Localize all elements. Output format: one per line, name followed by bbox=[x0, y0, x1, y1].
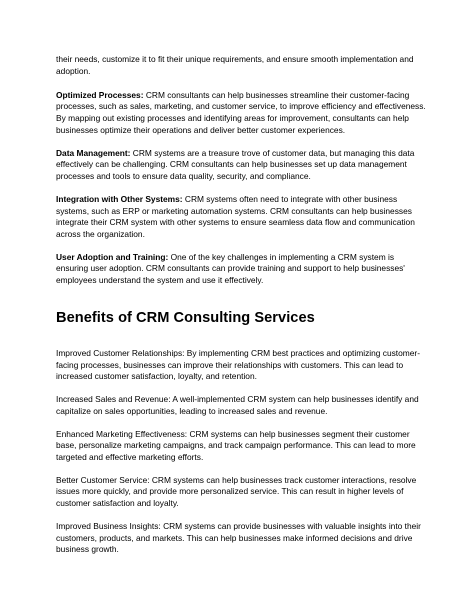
term-integration: Integration with Other Systems: bbox=[56, 193, 183, 204]
benefit-customer-service: Better Customer Service: CRM systems can help businesses track customer interactions, resolve issues more quickly, and provide more personalized service. This can result in higher levels of customer satisfaction and loyalty. bbox=[56, 474, 417, 509]
benefit-marketing-effectiveness: Enhanced Marketing Effectiveness: CRM systems can help businesses segment their customer base, personalize marketing campaigns, and track campaign performance. This can lead to more targeted and effective marketing efforts. bbox=[56, 428, 416, 462]
paragraph-optimized-processes bbox=[56, 90, 426, 136]
text-integration: CRM systems often need to integrate with other business systems, such as ERP or marketing automation systems. CRM consultants can help businesses integrate their CRM system with other systems to ensure seamless data flow and communication across the organization. bbox=[56, 193, 415, 239]
text-user-adoption: One of the key challenges in implementing a CRM system is ensuring user adoption. CRM consultants can provide training and support to help businesses' employees understand the system and use it effectively. bbox=[56, 251, 405, 285]
benefit-increased-sales: Increased Sales and Revenue: A well-implemented CRM system can help businesses identify and capitalize on sales opportunities, leading to increased sales and revenue. bbox=[56, 394, 419, 416]
benefit-business-insights: Improved Business Insights: CRM systems can provide businesses with valuable insights into their customers, products, and markets. This can help businesses make informed decisions and drive business growth. bbox=[56, 521, 421, 555]
paragraph-continued: their needs, customize it to fit their unique requirements, and ensure smooth implementation and adoption. bbox=[56, 54, 414, 76]
term-optimized-processes: Optimized Processes: bbox=[56, 89, 144, 100]
paragraph-user-adoption bbox=[56, 252, 426, 287]
term-data-management: Data Management: bbox=[56, 147, 131, 158]
benefit-improved-customer-relationships: Improved Customer Relationships: By implementing CRM best practices and optimizing customer-facing processes, businesses can improve their relationships with customers. This can lead to increased customer satisfaction, loyalty, and retention. bbox=[56, 347, 420, 382]
paragraph-integration bbox=[56, 194, 426, 240]
text-data-management: CRM systems are a treasure trove of customer data, but managing this data effectively can be challenging. CRM consultants can help businesses set up data management processes and tools to ensure data quality, security, and compliance. bbox=[56, 147, 415, 181]
section-heading: Benefits of CRM Consulting Services bbox=[56, 310, 315, 327]
text-optimized-processes: CRM consultants can help businesses streamline their customer-facing processes, such as sales, marketing, and customer service, to improve efficiency and effectiveness. By mapping out existing processes and identifying areas for improvement, consultants can help businesses optimize their operations and deliver better customer experiences. bbox=[56, 89, 426, 135]
document-page bbox=[56, 54, 426, 556]
term-user-adoption: User Adoption and Training: bbox=[56, 251, 169, 262]
paragraph-data-management bbox=[56, 148, 426, 183]
